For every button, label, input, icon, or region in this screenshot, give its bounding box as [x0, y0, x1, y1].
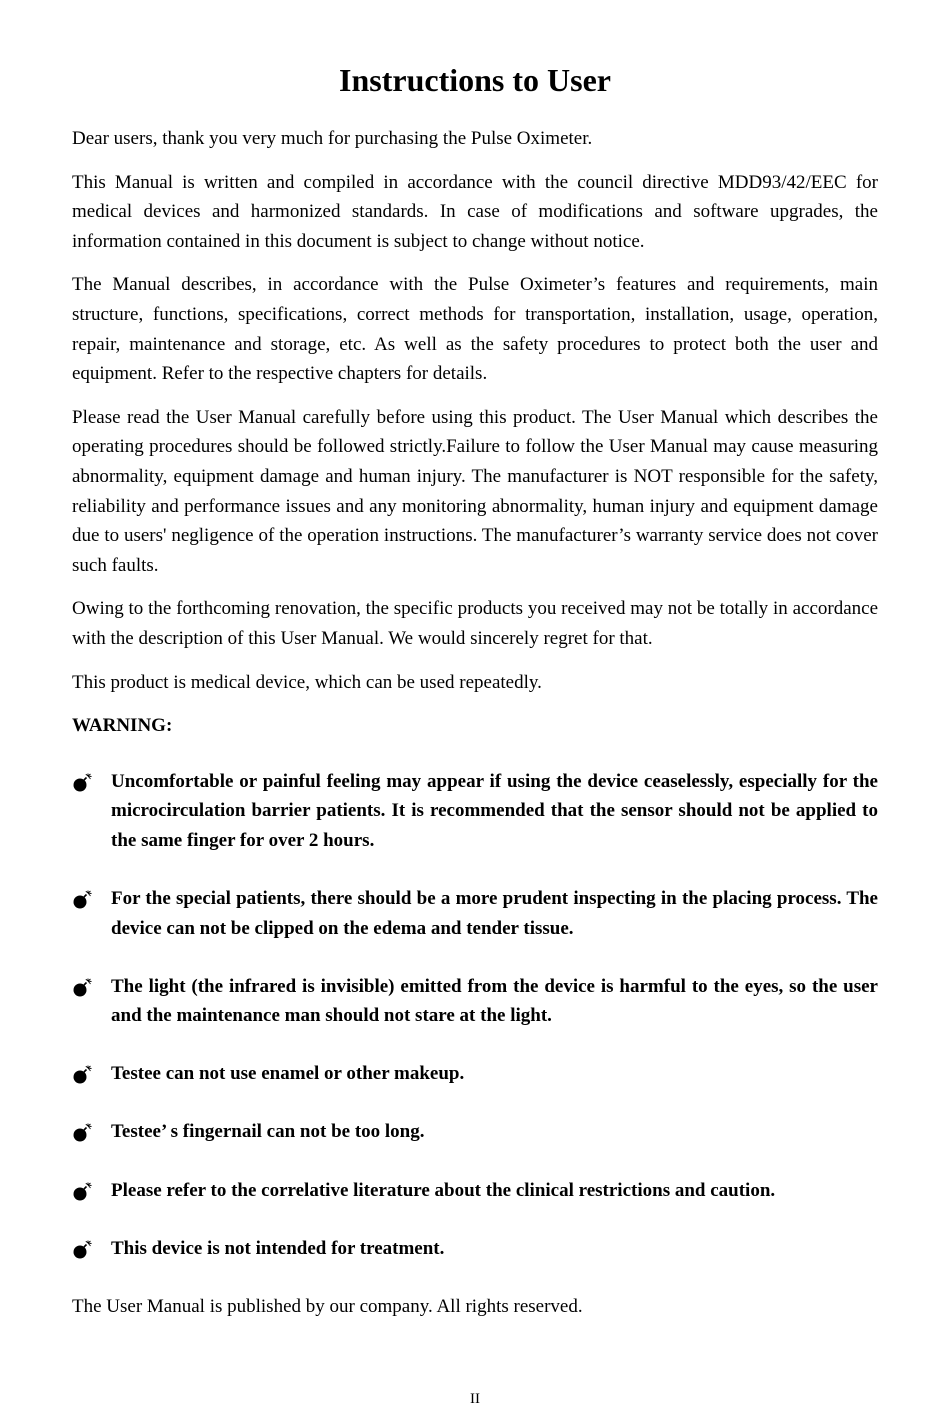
bomb-icon — [72, 1182, 94, 1202]
paragraph-read-carefully: Please read the User Manual carefully before using this product. The User Manual which describes the operating procedures should be followed strictly.Failure to follow the User Manual may cause measuring abnormality, equipment damage and human injury. The manufacturer is NOT responsible for the safety, reliability and performance issues and any monitoring abnormality, human injury and equipment damage due to users' negligence of the operation instructions. The manufacturer’s warranty service does not cover such faults. — [72, 406, 878, 576]
paragraph-medical-device: This product is medical device, which can be used repeatedly. — [72, 671, 542, 693]
page-title: Instructions to User — [339, 62, 611, 98]
warning-item-text: For the special patients, there should be a more prudent inspecting in the placing process. The device can not be clipped on the edema and tender tissue. — [111, 887, 878, 939]
bomb-icon — [72, 978, 94, 998]
warning-item — [72, 1117, 878, 1147]
warning-item-text: This device is not intended for treatment. — [111, 1237, 445, 1259]
document-body — [72, 124, 878, 1321]
warning-item-text: Testee’ s fingernail can not be too long. — [111, 1121, 425, 1143]
warning-item — [72, 1059, 878, 1089]
bomb-icon — [72, 773, 94, 793]
paragraph-greeting: Dear users, thank you very much for purchasing the Pulse Oximeter. — [72, 128, 593, 149]
paragraph-renovation: Owing to the forthcoming renovation, the specific products you received may not be totally in accordance with the description of this User Manual. We would sincerely regret for that. — [72, 598, 878, 649]
warning-item-text: The light (the infrared is invisible) emitted from the device is harmful to the eyes, so the user and the maintenance man should not stare at the light. — [111, 975, 878, 1027]
bomb-icon — [72, 1240, 94, 1260]
bomb-icon — [72, 1123, 94, 1143]
page-number: II — [470, 1391, 480, 1407]
warning-heading: WARNING: — [72, 715, 173, 737]
warning-list — [72, 767, 878, 1264]
warning-item-text: Please refer to the correlative literature about the clinical restrictions and caution. — [111, 1179, 776, 1201]
warning-item-text: Testee can not use enamel or other makeup. — [111, 1063, 465, 1085]
warning-item — [72, 884, 878, 943]
paragraph-manual-description: The Manual describes, in accordance with the Pulse Oximeter’s features and requirements, main structure, functions, specifications, correct methods for transportation, installation, usage, operation, repair, maintenance and storage, etc. As well as the safety procedures to protect both the user and equipment. Refer to the respective chapters for details. — [72, 274, 878, 385]
warning-item-text: Uncomfortable or painful feeling may appear if using the device ceaselessly, especially for the microcirculation barrier patients. It is recommended that the sensor should not be applied to the same finger for over 2 hours. — [111, 770, 878, 851]
paragraph-directive: This Manual is written and compiled in accordance with the council directive MDD93/42/EEC for medical devices and harmonized standards. In case of modifications and software upgrades, the information contained in this document is subject to change without notice. — [72, 171, 878, 252]
warning-item — [72, 1176, 878, 1206]
warning-item — [72, 972, 878, 1031]
bomb-icon — [72, 890, 94, 910]
closing-statement: The User Manual is published by our company. All rights reserved. — [72, 1295, 583, 1317]
warning-item — [72, 767, 878, 856]
bomb-icon — [72, 1065, 94, 1085]
warning-item — [72, 1234, 878, 1264]
